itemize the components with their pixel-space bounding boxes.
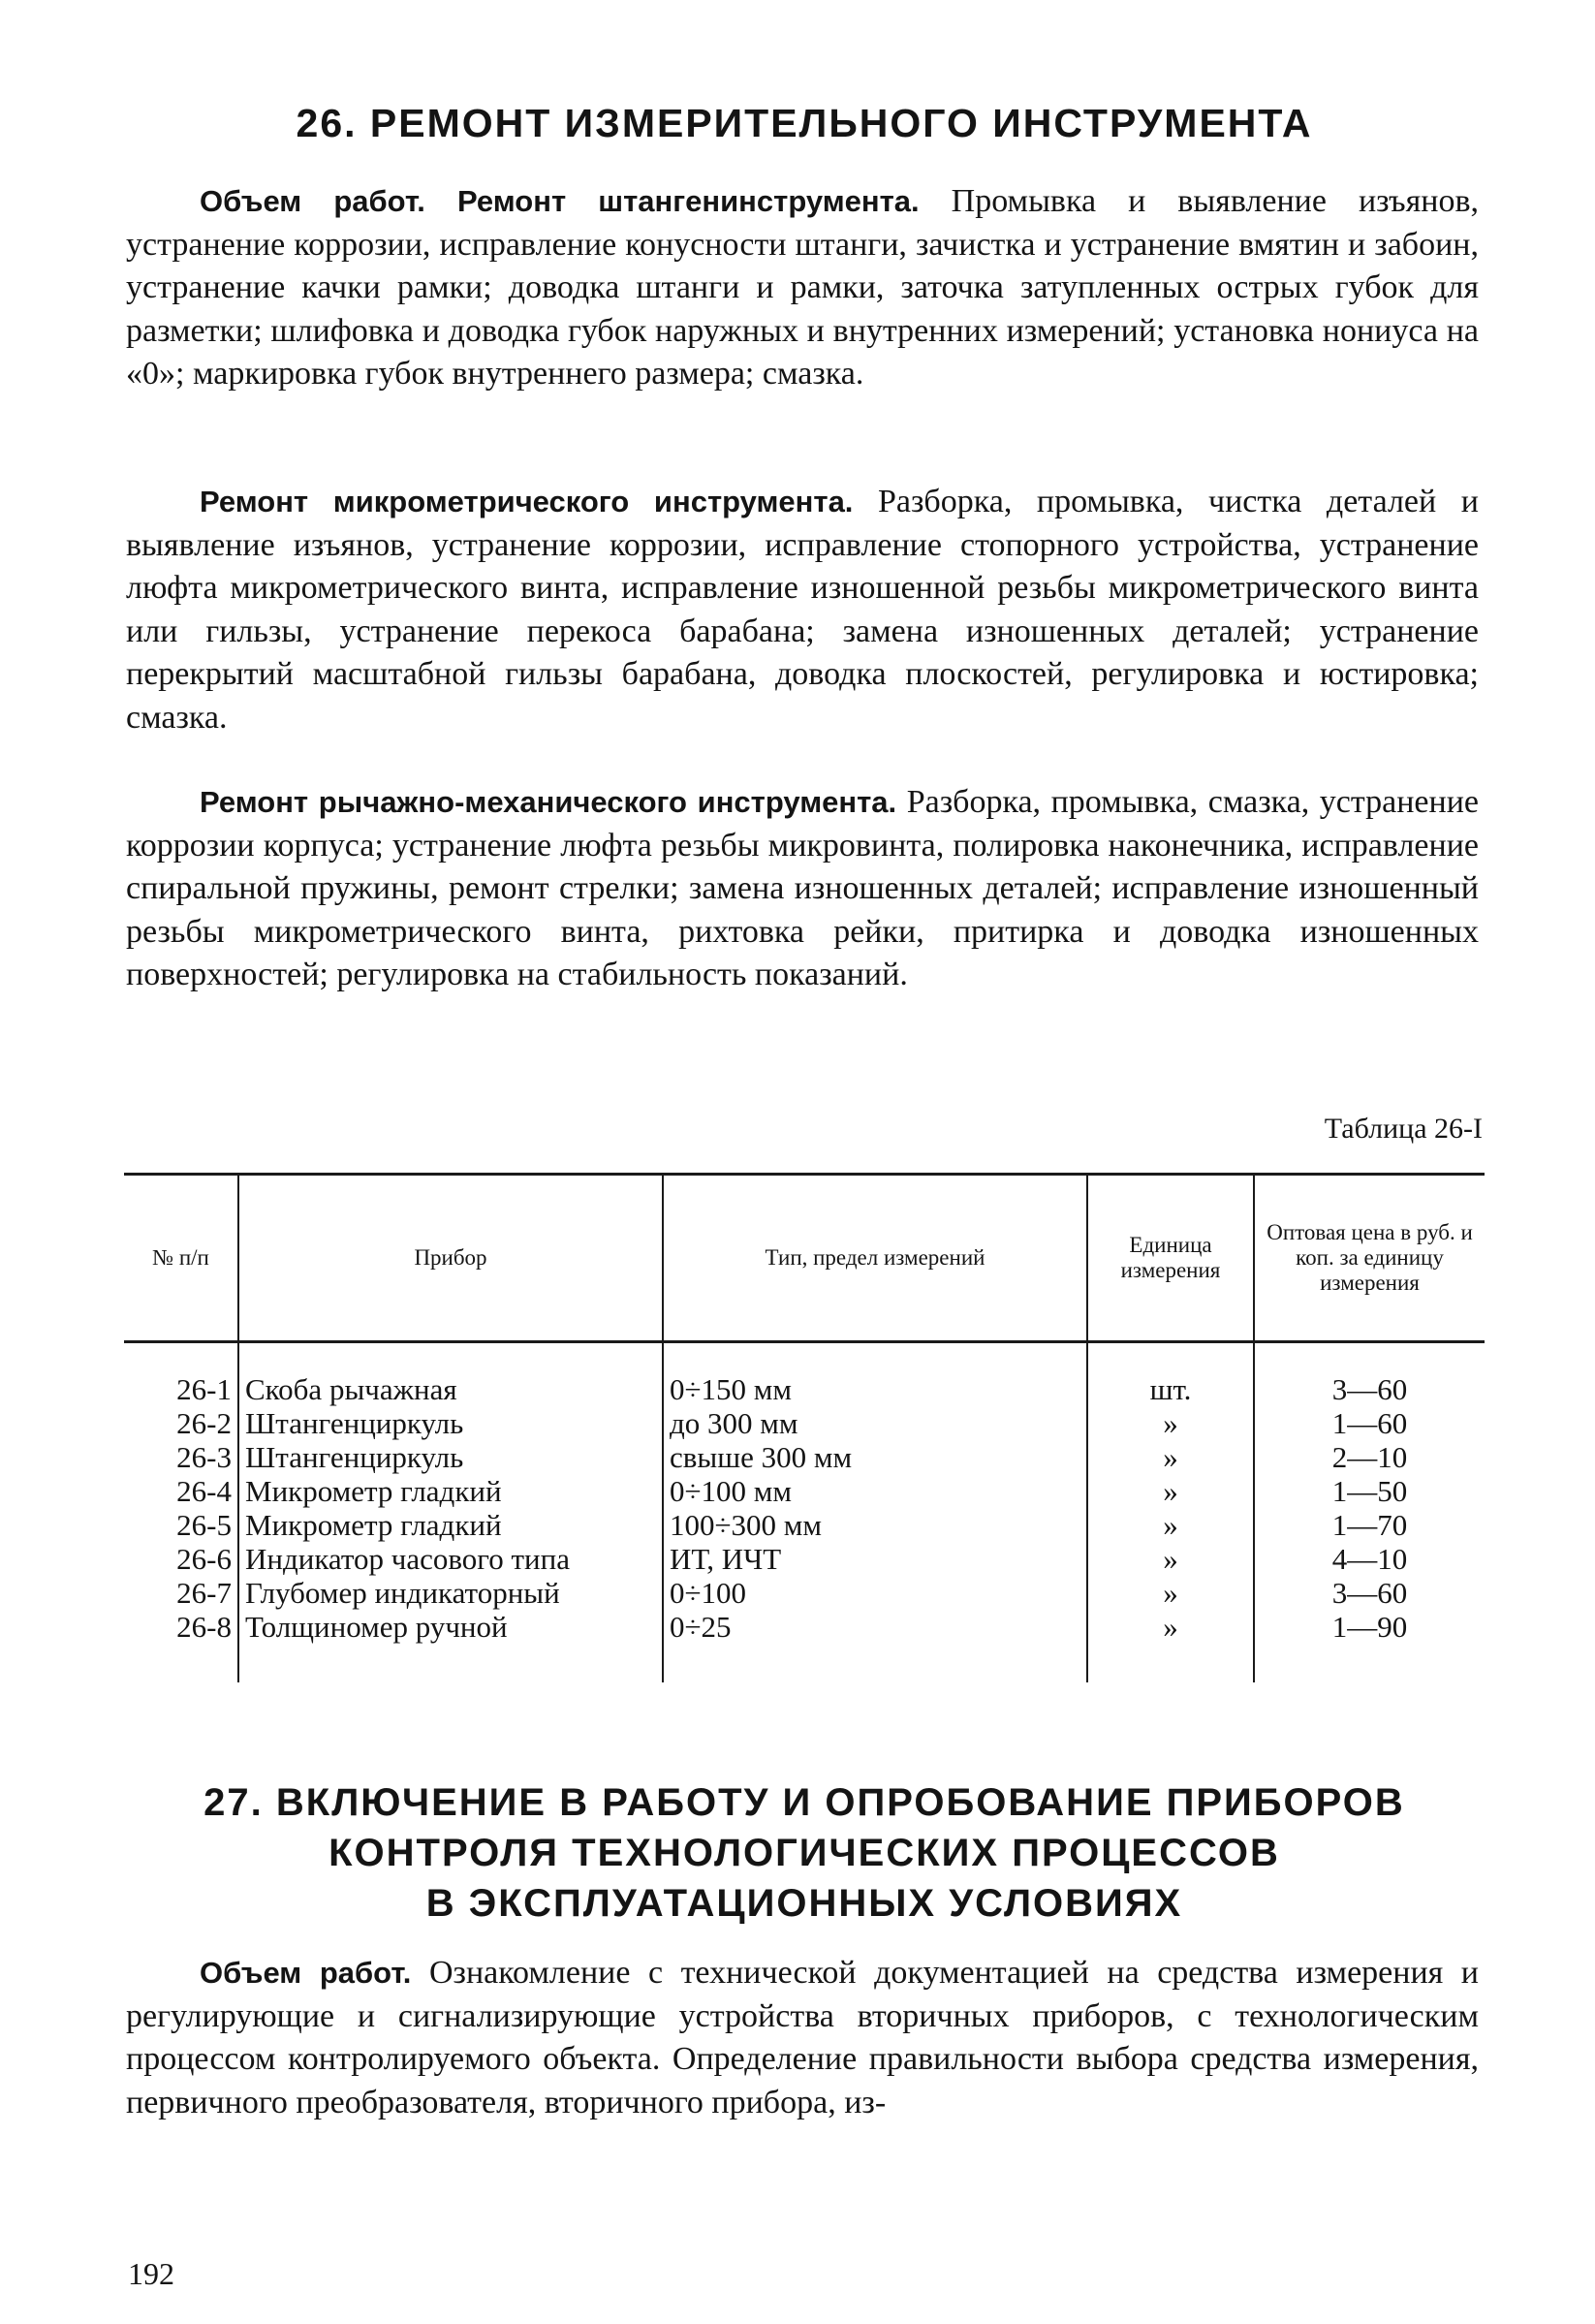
section-26-title: 26. РЕМОНТ ИЗМЕРИТЕЛЬНОГО ИНСТРУМЕНТА	[296, 101, 1313, 145]
table-row	[124, 1542, 1485, 1576]
cell-unit: »	[1087, 1576, 1254, 1610]
section-27-title-line: В ЭКСПЛУАТАЦИОННЫХ УСЛОВИЯХ	[425, 1882, 1183, 1925]
cell-device: Толщиномер ручной	[238, 1610, 663, 1682]
cell-type: ИТ, ИЧТ	[663, 1542, 1087, 1576]
cell-num: 26-8	[176, 1610, 232, 1644]
cell-unit: »	[1087, 1542, 1254, 1576]
cell-type: свыше 300 мм	[663, 1440, 1087, 1474]
paragraph-micrometer-repair	[126, 481, 1479, 740]
cell-device: Индикатор часового типа	[238, 1542, 663, 1576]
section-27-title	[126, 1777, 1483, 1929]
header-device: Прибор	[238, 1175, 663, 1342]
paragraph-body: Разборка, промывка, смазка, устранение коррозии корпуса; устранение люфта резьбы микровинта, полировка наконечника, исправление спиральной пружины, ремонт стрелки; замена изношенных деталей; исправление изношенный резьбы микрометрического винта, рихтовка рейки, притирка и доводка изношенных поверхностей; регулировка на стабильность показаний.	[126, 784, 1480, 993]
cell-unit: »	[1087, 1406, 1254, 1440]
header-unit: Единица измерения	[1087, 1175, 1254, 1342]
paragraph-caliper-repair	[126, 180, 1479, 396]
cell-num: 26-3	[176, 1440, 232, 1474]
cell-unit: »	[1087, 1610, 1254, 1682]
cell-price: 1—70	[1254, 1508, 1485, 1542]
paragraph-lead: Ремонт микрометрического инструмента.	[200, 485, 854, 518]
table-caption: Таблица 26-I	[1324, 1113, 1483, 1145]
cell-type: 0÷150 мм	[663, 1342, 1087, 1407]
cell-num: 26-7	[176, 1576, 232, 1610]
cell-num: 26-6	[176, 1542, 232, 1576]
cell-unit: »	[1087, 1508, 1254, 1542]
cell-price: 3—60	[1254, 1576, 1485, 1610]
cell-type: 0÷25	[663, 1610, 1087, 1682]
cell-num: 26-1	[176, 1372, 232, 1406]
table-row	[124, 1440, 1485, 1474]
paragraph-lead: Ремонт рычажно-механического инструмента.	[200, 785, 897, 819]
table-row	[124, 1406, 1485, 1440]
paragraph-body: Ознакомление с технической документацией на средства измерения и регулирующие и сигнализирующие устройства вторичных приборов, с технологическим процессом контролируемого объекта. Определение правильности выбора средства измерения, первичного преобразователя, вторичного прибора, из-	[126, 1955, 1479, 2120]
table-header-row	[124, 1175, 1485, 1342]
cell-num: 26-5	[176, 1508, 232, 1542]
price-table	[124, 1173, 1485, 1682]
section-27-title-line: 27. ВКЛЮЧЕНИЕ В РАБОТУ И ОПРОБОВАНИЕ ПРИБОРОВ	[203, 1781, 1405, 1824]
section-27-title-line: КОНТРОЛЯ ТЕХНОЛОГИЧЕСКИХ ПРОЦЕССОВ	[328, 1832, 1280, 1874]
cell-unit: шт.	[1087, 1342, 1254, 1407]
header-price: Оптовая цена в руб. и коп. за единицу измерения	[1254, 1175, 1485, 1342]
cell-device: Микрометр гладкий	[238, 1508, 663, 1542]
cell-device: Глубомер индикаторный	[238, 1576, 663, 1610]
table-row	[124, 1474, 1485, 1508]
cell-price: 1—50	[1254, 1474, 1485, 1508]
paragraph-lead: Объем работ.	[200, 1956, 412, 1990]
cell-price: 4—10	[1254, 1542, 1485, 1576]
cell-type: до 300 мм	[663, 1406, 1087, 1440]
paragraph-section-27-scope	[126, 1952, 1479, 2124]
table-row	[124, 1576, 1485, 1610]
paragraph-lever-instrument-repair	[126, 781, 1479, 997]
cell-device: Микрометр гладкий	[238, 1474, 663, 1508]
cell-device: Скоба рычажная	[238, 1342, 663, 1407]
cell-num: 26-2	[176, 1406, 232, 1440]
paragraph-body: Разборка, промывка, чистка деталей и выявление изъянов, устранение коррозии, исправление стопорного устройства, устранение люфта микрометрического винта, исправление изношенной резьбы микрометрического винта или гильзы, устранение перекоса барабана; замена изношенных деталей; устранение перекрытий масштабной гильзы барабана, доводка плоскостей, регулировка и юстировка; смазка.	[126, 484, 1479, 736]
header-type: Тип, предел измерений	[663, 1175, 1087, 1342]
cell-type: 0÷100 мм	[663, 1474, 1087, 1508]
cell-device: Штангенциркуль	[238, 1406, 663, 1440]
cell-device: Штангенциркуль	[238, 1440, 663, 1474]
cell-type: 0÷100	[663, 1576, 1087, 1610]
cell-price: 1—60	[1254, 1406, 1485, 1440]
cell-type: 100÷300 мм	[663, 1508, 1087, 1542]
header-num: № п/п	[124, 1175, 238, 1342]
cell-unit: »	[1087, 1440, 1254, 1474]
table-row	[124, 1610, 1485, 1682]
cell-price: 3—60	[1254, 1342, 1485, 1407]
table-row	[124, 1342, 1485, 1407]
cell-price: 2—10	[1254, 1440, 1485, 1474]
paragraph-lead: Объем работ. Ремонт штангенинструмента.	[200, 184, 920, 218]
page-number: 192	[128, 2256, 174, 2291]
paragraph-body: Промывка и выявление изъянов, устранение коррозии, исправление конусности штанги, зачистка и устранение вмятин и забоин, устранение качки рамки; доводка штанги и рамки, заточка затупленных острых губок для разметки; шлифовка и доводка губок наружных и внутренних измерений; установка нониуса на «0»; маркировка губок внутреннего размера; смазка.	[126, 183, 1479, 393]
cell-price: 1—90	[1254, 1610, 1485, 1682]
table-row	[124, 1508, 1485, 1542]
cell-num: 26-4	[176, 1474, 232, 1508]
cell-unit: »	[1087, 1474, 1254, 1508]
